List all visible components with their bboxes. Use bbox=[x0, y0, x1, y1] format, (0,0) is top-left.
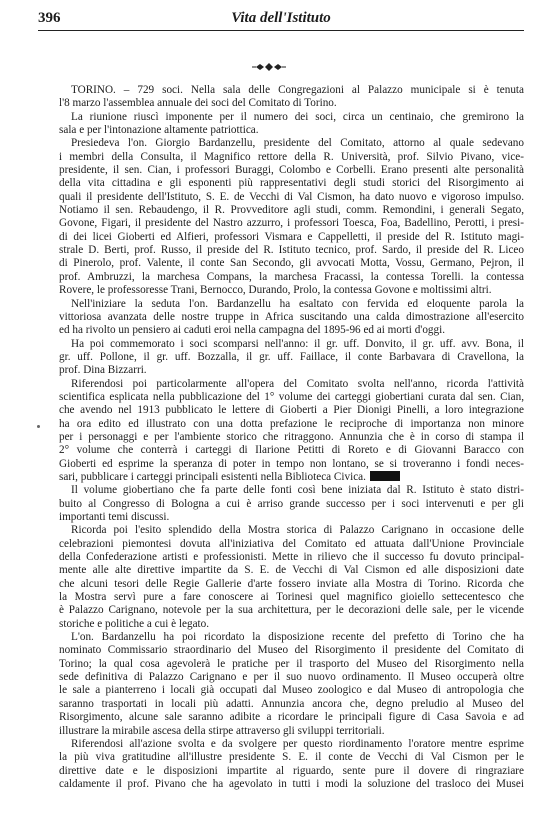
text-line bbox=[59, 725, 524, 738]
text-line-content: storiche e politiche a cui è legato. bbox=[59, 617, 210, 630]
text-line-content: la Mostra servì pure a fare conoscere ai Torinesi quel magnifico gioiello settecentesco che bbox=[59, 591, 524, 604]
text-line-content: Ha poi commemorato i soci scomparsi nell'anno: il gr. uff. Donvito, il gr. uff. avv. Bona, il bbox=[71, 337, 524, 350]
text-line-content: celebrazioni piemontesi dovuta all'iniziativa del Comitato ed attuata dall'Unione Provinciale bbox=[59, 537, 524, 550]
text-line bbox=[59, 311, 524, 324]
text-line bbox=[59, 644, 524, 657]
running-header bbox=[38, 8, 524, 31]
text-line-content: della Confederazione artisti e professionisti. Mette in rilievo che il successo fu dovuto principal- bbox=[59, 551, 524, 564]
running-title: Vita dell'Istituto bbox=[231, 10, 331, 26]
text-line bbox=[59, 324, 524, 337]
text-line-content: Ricorda poi l'esito splendido della Mostra storica di Palazzo Carignano in occasione delle bbox=[71, 524, 524, 537]
text-line bbox=[59, 97, 524, 110]
text-line-content: ed ha rivolto un pensiero ai caduti eroi nella campagna del 1895-96 ed ai morti d'oggi. bbox=[59, 324, 446, 337]
text-line-content: saranno trasportati in locali più adatti. Annunzia ancora che, degno preludio al Museo del bbox=[59, 697, 524, 710]
text-line-content: strale D. Berti, prof. Russo, il preside del R. Istituto tecnico, prof. Sardo, il preside del R. Liceo bbox=[59, 244, 524, 257]
text-line-content: sala e per l'intonazione altamente patriottica. bbox=[59, 124, 259, 137]
text-line-content: è Palazzo Carignano, notevole per la sua architettura, per le decorazioni delle sale, per le vicende bbox=[59, 604, 524, 617]
text-line bbox=[59, 271, 524, 284]
text-line bbox=[59, 364, 524, 377]
text-line bbox=[59, 84, 524, 97]
text-line bbox=[59, 204, 524, 217]
text-line-content: la più viva gratitudine all'illustre presidente S. E. il conte de Vecchi di Val Cismon per le bbox=[59, 751, 524, 764]
text-line bbox=[59, 738, 524, 751]
text-line-content: le sale a pianterreno i locali già occupati dal Museo zoologico e dal Museo di antropologia che bbox=[59, 684, 524, 697]
text-line-content: mente alle alte direttive impartite da S. E. de Vecchi di Val Cismon ed alle disposizioni date bbox=[59, 564, 524, 577]
text-line bbox=[59, 511, 524, 524]
text-line-content: prof. Ambruzzi, la marchesa Compans, la marchesa Fracassi, la contessa Torelli. la contessa bbox=[59, 270, 524, 283]
print-speck bbox=[37, 425, 40, 428]
text-line-content: importanti temi discussi. bbox=[59, 511, 170, 523]
text-line bbox=[59, 418, 524, 431]
text-line-content: 2° volume che conterrà i carteggi di Ilarione Petitti di Roreto e di Giovanni Baracco con bbox=[59, 444, 524, 457]
text-line-content: Presiedeva l'on. Giorgio Bardanzellu, presidente del Comitato, attorno al quale sedevano bbox=[71, 137, 524, 150]
text-line-content: vittoriosa avanzata delle nostre truppe in Africa suscitando una calda dimostrazione all'esercito bbox=[59, 310, 524, 323]
text-line bbox=[59, 391, 524, 404]
text-line bbox=[59, 524, 524, 537]
text-line bbox=[59, 137, 524, 150]
text-line-content: Risorgimento, alcune sale saranno adibite a ricordare le principali figure di Casa Savoia e ad bbox=[59, 711, 524, 724]
text-line-content: Gioberti ed esprime la speranza di poter in tempo non lontano, se si troveranno i fondi neces- bbox=[59, 457, 524, 470]
text-line bbox=[59, 378, 524, 391]
text-line-content: Nell'iniziare la seduta l'on. Bardanzellu ha esaltato con fervida ed eloquente parola la bbox=[71, 297, 524, 310]
text-line bbox=[59, 604, 524, 617]
text-line bbox=[59, 698, 524, 711]
text-line bbox=[59, 538, 524, 551]
text-line bbox=[59, 257, 524, 270]
text-line bbox=[59, 338, 524, 351]
text-line bbox=[59, 591, 524, 604]
page-number: 396 bbox=[38, 10, 61, 26]
text-line bbox=[59, 458, 524, 471]
text-line bbox=[59, 231, 524, 244]
article-body bbox=[59, 84, 524, 791]
text-line-content: Notiamo il sen. Rebaudengo, il R. Provveditore agli studi, comm. Remondini, i generali Segato, bbox=[59, 204, 524, 217]
text-line bbox=[59, 431, 524, 444]
text-line-content: sede definitiva di Palazzo Carignano e per il suo nuovo ordinamento. Il Museo occuperà oltre bbox=[59, 671, 524, 684]
text-line bbox=[59, 444, 524, 457]
text-line-content: Riferendosi poi particolarmente all'opera del Comitato svolta nell'anno, ricorda l'attività bbox=[71, 377, 524, 390]
text-line bbox=[59, 711, 524, 724]
text-line bbox=[59, 618, 524, 631]
text-line bbox=[59, 164, 524, 177]
text-line-content: nominato Commissario straordinario del Museo del Risorgimento il presidente del Comitato di bbox=[59, 644, 524, 657]
text-line bbox=[59, 217, 524, 230]
redaction-mark bbox=[370, 471, 400, 481]
text-line bbox=[59, 551, 524, 564]
text-line-content: di Pinerolo, prof. Valente, il conte San Secondo, gli avvocati Motta, Vossu, Germano, Pejron, il bbox=[59, 257, 524, 270]
text-line-content: L'on. Bardanzellu ha poi ricordato la disposizione recente del prefetto di Torino che ha bbox=[71, 631, 524, 644]
text-line bbox=[59, 684, 524, 697]
text-line-content: ha ora edito ed illustrato con una dotta prefazione le reciproche di importanza non minore bbox=[59, 417, 524, 430]
text-line-content: scientifica esplicata nella pubblicazione del 1° volume dei carteggi giobertiani curata dal sen. Cian, bbox=[59, 390, 524, 403]
text-line bbox=[59, 244, 524, 257]
text-line bbox=[59, 671, 524, 684]
text-line bbox=[59, 484, 524, 497]
text-line-content: di dei licei Gioberti ed Alfieri, professori Vismara e Cappelletti, il preside del R. Istituto magi- bbox=[59, 230, 524, 243]
text-line bbox=[59, 124, 524, 137]
text-line-content: presidente, il sen. Cian, i professori Buraggi, Colombo e Corbelli. Erano presenti alte personalità bbox=[59, 164, 524, 177]
text-line bbox=[59, 765, 524, 778]
text-line-content: gr. uff. Pollone, il gr. uff. Bozzalla, il gr. uff. Faillace, il conte Barbavara di Cravellona, la bbox=[59, 350, 524, 363]
text-line bbox=[59, 751, 524, 764]
text-line-content: Torino; la qual cosa agevolerà le pratiche per il trasporto del Museo del Risorgimento nella bbox=[59, 657, 524, 670]
text-line-content: che avendo nel 1913 pubblicato le lettere di Gioberti a Pier Dionigi Pinelli, a loro integrazione bbox=[59, 404, 524, 417]
text-line-content: quali il presidente dell'Istituto, S. E. de Vecchi di Val Cismon, ha dato nuovo e vigoroso impulso. bbox=[59, 190, 524, 203]
text-line bbox=[59, 631, 524, 644]
text-line-content: per i personaggi e per l'ambiente storico che ritraggono. Annunzia che è in corso di stampa il bbox=[59, 430, 524, 443]
text-line-content: buito al Congresso di Bologna a cui è arriso grande successo per i soci intervenuti e per gli bbox=[59, 497, 524, 510]
text-line bbox=[59, 564, 524, 577]
text-line bbox=[59, 498, 524, 511]
text-line-content: che alcuni tesori delle Regie Gallerie d'arte fossero inviate alla Mostra di Torino. Ricorda che bbox=[59, 577, 524, 590]
text-line bbox=[59, 658, 524, 671]
text-line bbox=[59, 351, 524, 364]
text-line-content: prof. Dina Bizzarri. bbox=[59, 364, 147, 377]
text-line-content: La riunione riuscì imponente per il numero dei soci, circa un centinaio, che gremirono la bbox=[71, 110, 524, 123]
text-line-content: direttive date e le disposizioni impartite al riguardo, sente pure il dovere di ringraziare bbox=[59, 764, 524, 777]
text-line bbox=[59, 778, 524, 791]
text-line-content: l'8 marzo l'assemblea annuale dei soci del Comitato di Torino. bbox=[59, 97, 337, 110]
text-line bbox=[59, 471, 524, 484]
text-line bbox=[59, 111, 524, 124]
text-line-content: Il volume giobertiano che fa parte delle fonti così bene iniziata dal R. Istituto è stato distri- bbox=[71, 484, 524, 497]
text-line-content: Riferendosi all'azione svolta e da svolgere per questo riordinamento l'oratore mentre esprime bbox=[71, 737, 524, 750]
text-line bbox=[59, 284, 524, 297]
text-line-content: Rovere, le professoresse Trani, Bernocco, Durando, Prolo, la contessa Govone e moltissimi altri. bbox=[59, 284, 492, 297]
text-line bbox=[59, 404, 524, 417]
text-line bbox=[59, 177, 524, 190]
text-line bbox=[59, 578, 524, 591]
text-line-content: sari, pubblicare i carteggi principali esistenti nella Biblioteca Civica. bbox=[59, 470, 366, 483]
text-line-content: illustrare la mirabile ascesa della stirpe attraverso gli sviluppi territoriali. bbox=[59, 724, 385, 737]
text-line-content: TORINO. – 729 soci. Nella sala delle Congregazioni al Palazzo municipale si è tenuta bbox=[71, 84, 524, 96]
text-line-content: caldamente il prof. Pivano che ha agevolato in tutti i modi la soluzione del trasloco dei Musei bbox=[59, 777, 524, 790]
text-line-content: della vita cittadina e gli esponenti più rappresentativi degli studi storici del Risorgimento ai bbox=[59, 177, 524, 190]
section-ornament-icon bbox=[252, 62, 286, 72]
text-line bbox=[59, 151, 524, 164]
text-line bbox=[59, 298, 524, 311]
text-line bbox=[59, 191, 524, 204]
text-line-content: i membri della Consulta, il Magnifico rettore della R. Università, prof. Silvio Pivano, vice- bbox=[59, 150, 524, 163]
text-line-content: Govone, Figari, il presidente del Nastro azzurro, i professori Toesca, Foa, Badellino, Perotti, i presi- bbox=[59, 217, 524, 230]
